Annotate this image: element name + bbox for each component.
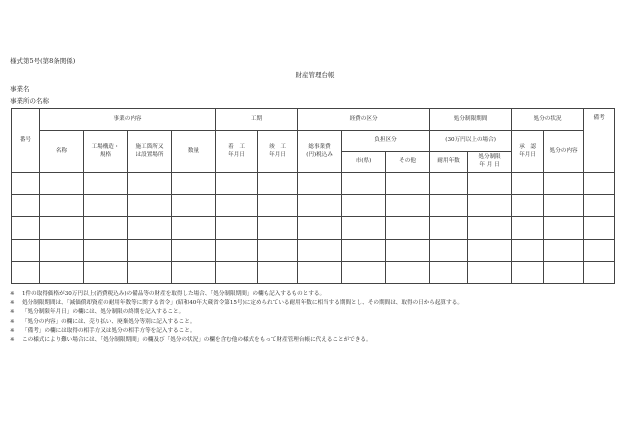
office-name-label: 事業所の名称 xyxy=(10,97,49,105)
note-item xyxy=(10,308,463,317)
business-name-label: 事業名 xyxy=(10,85,30,93)
completion-date-header: 竣 工 年月日 xyxy=(258,131,298,173)
note-text: 「処分制限年月日」の欄には、処分制限の終期を記入すること。 xyxy=(22,309,185,316)
serial-no-header: 番号 xyxy=(12,109,40,173)
expense-category-header: 経費の区分 xyxy=(298,109,430,131)
note-text: 1件の取得価格が30万円以上(消費税込み)の備品等の財産を取得した場合、「処分制限期間」の欄も記入するものとする。 xyxy=(22,291,326,297)
disposal-status-header: 処分の状況 xyxy=(512,109,584,131)
table-row xyxy=(12,173,615,195)
disposal-contents-header: 処分の内容 xyxy=(544,131,584,173)
note-text: 「処分の内容」の欄には、売り払い、廃棄処分等別に記入すること。 xyxy=(22,318,196,325)
note-item xyxy=(10,299,463,308)
note-text: 処分制限期間は、「減価償却資産の耐用年数等に関する省令」(昭和40年大蔵省令第15号)に定められている耐用年数に相当する期間とし、その期間は、取得の日から起算する。 xyxy=(22,300,463,307)
item-name-header: 名称 xyxy=(40,131,84,173)
property-ledger-table xyxy=(11,108,615,284)
remarks-header: 備考 xyxy=(584,109,615,173)
note-item xyxy=(10,336,463,345)
burden-category-header: 負担区分 xyxy=(342,131,430,152)
disposal-period-header: 処分制限期間 xyxy=(430,109,512,131)
table-row xyxy=(12,217,615,239)
form-number: 様式第5号(第8条関係) xyxy=(10,57,76,65)
disposal-subheader: (30万円以上の場合) xyxy=(430,131,512,152)
note-text: この様式により難い場合には、「処分制限期間」の欄及び「処分の状況」の欄を含む他の様式をもって財産管理台帳に代えることができる。 xyxy=(22,336,372,343)
location-header: 施工箇所又 は設置場所 xyxy=(128,131,172,173)
useful-years-header: 耐用年数 xyxy=(430,152,468,173)
structure-spec-header: 工場構造・ 規格 xyxy=(84,131,128,173)
note-mark: ※ xyxy=(10,300,15,307)
note-item xyxy=(10,290,463,299)
note-mark: ※ xyxy=(10,309,15,316)
table-row xyxy=(12,195,615,217)
document-title: 財産管理台帳 xyxy=(295,71,335,79)
note-item xyxy=(10,318,463,327)
start-date-header: 着 工 年月日 xyxy=(216,131,258,173)
work-period-header: 工期 xyxy=(216,109,298,131)
other-header: その他 xyxy=(386,152,430,173)
note-item xyxy=(10,327,463,336)
quantity-header: 数量 xyxy=(172,131,216,173)
business-contents-header: 事業の内容 xyxy=(40,109,216,131)
note-text: 「備考」の欄には取得の相手方又は処分の相手方等を記入すること。 xyxy=(22,327,196,334)
note-mark: ※ xyxy=(10,336,15,343)
note-mark: ※ xyxy=(10,291,15,297)
notes-section xyxy=(10,290,463,345)
table-row xyxy=(12,261,615,283)
total-cost-header: 総事業費 (円)税込み xyxy=(298,131,342,173)
city-header: 市(県) xyxy=(342,152,386,173)
table-row xyxy=(12,239,615,261)
note-mark: ※ xyxy=(10,318,15,325)
approval-date-header: 承 認 年月日 xyxy=(512,131,544,173)
disposal-date-header: 処分制限 年 月 日 xyxy=(468,152,512,173)
note-mark: ※ xyxy=(10,327,15,334)
